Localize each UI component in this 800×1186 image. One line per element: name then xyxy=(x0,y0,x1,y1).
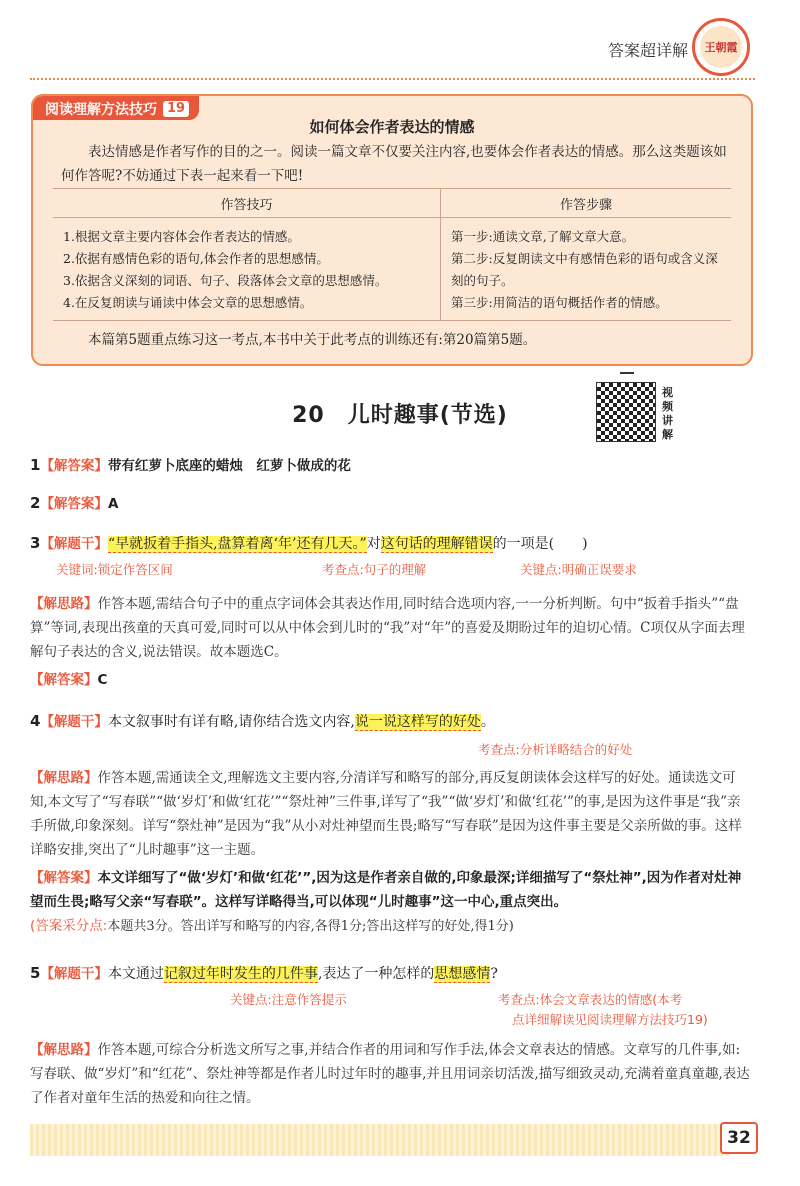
stem-text: 本文通过 xyxy=(107,966,164,982)
idea-text: 作答本题,需结合句子中的重点字词体会其表达作用,同时结合选项内容,一一分析判断。句中“扳着手指头”“盘算”等词,表现出孩童的天真可爱,同时可以从中体会到儿时的“我”对“年”的喜爱及期盼过年的迫切心情。C项仅从字面去理解句子表达的含义,说法错误。故本题选C。 xyxy=(30,596,745,660)
question-4-stem xyxy=(30,710,495,731)
stem-text: 的一项是( ) xyxy=(492,536,588,552)
qr-label: 视频讲解 xyxy=(662,386,673,441)
question-number: 2 xyxy=(30,494,41,512)
question-number: 5 xyxy=(30,964,41,982)
header-divider xyxy=(30,78,755,80)
idea-text: 作答本题,可综合分析选文所写之事,并结合作者的用词和写作手法,体会文章表达的情感。文章写的几件事,如:写春联、做“岁灯”和“红花”、祭灶神等都是作者儿时过年时的趣事,并且用词亲切活泼,描写细致灵动,充满着童真童趣,表达了作者对童年生活的热爱和向往之情。 xyxy=(30,1042,750,1106)
stem-text: ,表达了一种怎样的 xyxy=(317,966,435,982)
stem-text: ? xyxy=(490,966,498,982)
answer-tag: 【解答案】 xyxy=(30,672,98,688)
annotation-focus: 考查点:句子的理解 xyxy=(322,562,427,577)
step-item: 第二步:反复朗读文中有感情色彩的语句或含义深刻的句子。 xyxy=(451,251,718,288)
answer-tag: 【解答案】 xyxy=(40,496,108,512)
article-title: 20 儿时趣事(节选) xyxy=(292,403,508,428)
idea-tag: 【解思路】 xyxy=(30,770,98,786)
skill-item: 4.在反复朗读与诵读中体会文章的思想感情。 xyxy=(63,295,313,310)
question-2 xyxy=(30,492,118,512)
stem-tag: 【解题干】 xyxy=(40,536,108,552)
method-table xyxy=(53,188,731,321)
answer-text: 本文详细写了“做‘岁灯’和做‘红花’”,因为这是作者亲自做的,印象最深;详细描写了“祭灶神”,因为作者对灶神望而生畏;略写父亲“写春联”。这样写详略得当,可以体现“儿时趣事”这一中心,重点突出。 xyxy=(30,870,742,910)
stem-quote: “早就扳着手指头,盘算着离‘年’还有几天。” xyxy=(107,536,367,552)
idea-tag: 【解思路】 xyxy=(30,1042,98,1058)
question-5-idea xyxy=(30,1038,752,1110)
brand-logo xyxy=(692,18,750,76)
method-note: 本篇第5题重点练习这一考点,本书中关于此考点的训练还有:第20篇第5题。 xyxy=(88,332,537,348)
step-item: 第一步:通读文章,了解文章大意。 xyxy=(451,229,635,244)
question-number: 1 xyxy=(30,456,41,474)
annotation-key: 关键点:明确正误要求 xyxy=(520,562,637,577)
score-tag: (答案采分点: xyxy=(30,918,108,934)
qr-code-icon[interactable] xyxy=(596,382,656,442)
skill-item: 3.依据含义深刻的词语、句子、段落体会文章的思想感情。 xyxy=(63,273,388,288)
steps-cell xyxy=(441,218,732,321)
stem-focus: 思想感情 xyxy=(434,966,491,982)
question-4-answer xyxy=(30,866,752,914)
answer-text: 带有红萝卜底座的蜡烛 红萝卜做成的花 xyxy=(107,458,351,474)
method-title: 如何体会作者表达的情感 xyxy=(309,118,475,136)
question-1 xyxy=(30,454,351,474)
step-item: 第三步:用简洁的语句概括作者的情感。 xyxy=(451,295,668,310)
answer-text: C xyxy=(97,672,108,688)
question-number: 3 xyxy=(30,534,41,552)
idea-text: 作答本题,需通读全文,理解选文主要内容,分清详写和略写的部分,再反复朗读体会这样写的好处。通读选文可知,本文写了“写春联”“做‘岁灯’和做‘红花’”“祭灶神”三件事,详写了“我”“做‘岁灯’和做‘红花’”的事,是因为这件事是“我”亲手所做,印象深刻。详写“祭灶神”是因为“我”从小对灶神望而生畏;略写“写春联”是因为这件事主要是父亲所做的事。这样详略安排,突出了“儿时趣事”这一主题。 xyxy=(30,770,742,858)
answer-tag: 【解答案】 xyxy=(30,870,98,886)
table-header-skills: 作答技巧 xyxy=(53,189,441,218)
score-text: 本题共3分。答出详写和略写的内容,各得1分;答出这样写的好处,得1分) xyxy=(107,919,514,934)
stem-text: 本文叙事时有详有略,请你结合选文内容, xyxy=(107,714,355,730)
method-box xyxy=(31,94,753,366)
stem-focus: 这句话的理解错误 xyxy=(380,536,493,552)
annotation-key: 关键点:注意作答提示 xyxy=(230,992,347,1007)
question-3-stem xyxy=(30,532,588,553)
logo-text: 王朝霞 xyxy=(700,26,742,68)
question-3-idea xyxy=(30,592,752,664)
page-number: 32 xyxy=(720,1122,758,1154)
question-4-score xyxy=(30,914,752,939)
skills-cell xyxy=(53,218,441,321)
answer-tag: 【解答案】 xyxy=(40,458,108,474)
stem-text: 对 xyxy=(366,536,381,552)
stem-focus: 记叙过年时发生的几件事 xyxy=(163,966,318,982)
footer-band xyxy=(30,1124,730,1156)
table-header-steps: 作答步骤 xyxy=(441,189,732,218)
question-3-answer xyxy=(30,668,107,688)
idea-tag: 【解思路】 xyxy=(30,596,98,612)
stem-text: 。 xyxy=(480,714,495,730)
annotation-keyword: 关键词:锁定作答区间 xyxy=(56,562,173,577)
skill-item: 1.根据文章主要内容体会作者表达的情感。 xyxy=(63,229,300,244)
skill-item: 2.依据有感情色彩的语句,体会作者的思想感情。 xyxy=(63,251,329,266)
stem-tag: 【解题干】 xyxy=(40,966,108,982)
question-5-stem xyxy=(30,962,498,983)
method-tag-label: 阅读理解方法技巧 xyxy=(45,102,157,118)
method-intro: 表达情感是作者写作的目的之一。阅读一篇文章不仅要关注内容,也要体会作者表达的情感。那么这类题该如何作答呢?不妨通过下表一起来看一下吧! xyxy=(61,144,727,184)
stem-tag: 【解题干】 xyxy=(40,714,108,730)
question-number: 4 xyxy=(30,712,41,730)
annotation-focus: 考查点:分析详略结合的好处 xyxy=(478,742,633,757)
answer-text: A xyxy=(107,496,119,512)
stem-focus: 说一说这样写的好处 xyxy=(354,714,481,730)
method-tag-number: 19 xyxy=(163,101,189,117)
question-4-idea xyxy=(30,766,752,862)
annotation-focus-cont: 点详细解读见阅读理解方法技巧19) xyxy=(512,1012,708,1027)
annotation-focus: 考查点:体会文章表达的情感(本考 xyxy=(498,992,683,1007)
header-title: 答案超详解 xyxy=(607,41,688,60)
